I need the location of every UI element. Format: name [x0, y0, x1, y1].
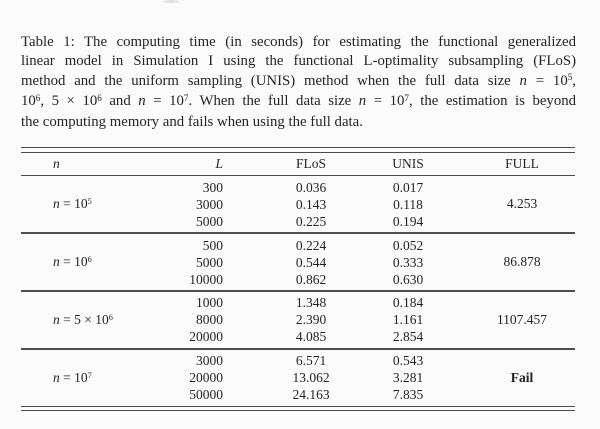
table-group	[21, 234, 575, 290]
cell-flos: 0.036	[295, 179, 327, 195]
table-row	[21, 237, 575, 254]
text-segment: Table 1: The computing time (in seconds) for estimating the functional generalized	[21, 34, 576, 50]
cell-flos: 0.143	[295, 196, 327, 212]
superscript: 6	[108, 312, 113, 322]
table-row	[21, 271, 575, 288]
cell-flos: 0.862	[295, 271, 327, 287]
header-cell-L	[151, 153, 223, 175]
caption-line	[21, 113, 576, 132]
cell-flos: 2.390	[295, 312, 327, 328]
table-row	[21, 294, 575, 311]
caption-line	[21, 33, 576, 52]
text-segment: = 10	[59, 254, 88, 270]
cell-L: 20000	[189, 329, 223, 345]
table-header-row	[21, 153, 575, 175]
cell-unis: 2.854	[392, 329, 424, 345]
cell-unis: 0.333	[392, 254, 424, 270]
superscript: 6	[35, 92, 41, 103]
superscript: 6	[87, 254, 92, 264]
cell-L: 50000	[189, 387, 223, 403]
cell-flos: 13.062	[292, 370, 330, 386]
cell-unis: 3.281	[392, 370, 424, 386]
cell-flos: 24.163	[292, 387, 330, 403]
cell-L: 500	[202, 237, 223, 253]
header-cell-UNIS	[348, 153, 468, 175]
text-segment: = 10	[366, 93, 405, 110]
cell-L: 5000	[196, 254, 223, 270]
text-segment: . When the full data size	[188, 93, 359, 110]
cell-unis: 0.630	[392, 271, 424, 287]
cell-L: 3000	[196, 196, 223, 212]
cell-unis: 0.052	[392, 237, 424, 253]
text-segment: = 10	[145, 93, 184, 110]
text-segment: linear model in Simulation I using the functional L-optimality subsampling (FLoS)	[21, 53, 576, 70]
text-segment: FULL	[505, 155, 539, 171]
cell-flos: 0.225	[295, 213, 327, 229]
superscript: 7	[87, 370, 92, 380]
table-row	[21, 179, 575, 196]
superscript: 5	[567, 72, 573, 83]
header-cell-n	[53, 153, 60, 175]
cell-L: 300	[202, 179, 223, 195]
cell-flos: 6.571	[295, 353, 327, 369]
text-segment: , 5 × 10	[40, 93, 98, 110]
text-segment: = 10	[59, 369, 88, 385]
cell-flos: 0.224	[295, 237, 327, 253]
table-group	[21, 176, 575, 232]
text-segment: = 10	[526, 72, 568, 89]
text-segment: and	[101, 93, 139, 110]
cell-full: 1107.457	[496, 311, 548, 327]
cell-L: 8000	[196, 312, 223, 328]
header-cell-FULL	[462, 153, 582, 175]
text-segment: FLoS	[295, 155, 326, 171]
cell-full: 86.878	[503, 254, 541, 270]
cell-unis: 0.118	[393, 196, 423, 212]
text-segment: n	[138, 93, 146, 110]
caption-line	[21, 72, 576, 92]
cell-full: Fail	[510, 369, 534, 385]
table-body	[21, 176, 575, 405]
superscript: 5	[87, 197, 92, 207]
cell-unis: 0.543	[392, 353, 424, 369]
text-segment: method and the uniform sampling (UNIS) method when the full data size	[21, 72, 520, 89]
table-caption	[21, 33, 576, 132]
superscript: 7	[404, 92, 409, 103]
text-segment: UNIS	[392, 155, 424, 171]
caption-line	[21, 92, 576, 112]
results-table	[21, 147, 575, 411]
table-group	[21, 350, 575, 406]
text-segment: ,	[572, 72, 576, 89]
page-artifact	[163, 0, 179, 3]
cell-unis: 0.184	[392, 295, 424, 311]
superscript: 6	[97, 92, 102, 103]
cell-unis: 0.017	[392, 179, 424, 195]
text-segment: 10	[21, 93, 36, 110]
table-row	[21, 352, 575, 369]
table-group	[21, 292, 575, 348]
cell-flos: 4.085	[295, 329, 327, 345]
text-segment: the computing memory and fails when using the full data.	[21, 113, 363, 130]
text-segment: , the estimation is beyond	[409, 93, 577, 110]
text-segment: n	[53, 155, 60, 171]
table-bottom-rule	[21, 406, 575, 412]
text-segment: n	[53, 254, 60, 270]
cell-L: 5000	[196, 213, 223, 229]
text-segment: n	[358, 93, 367, 110]
cell-L: 10000	[189, 271, 223, 287]
cell-L: 20000	[189, 370, 223, 386]
text-segment: = 5 × 10	[59, 311, 109, 327]
superscript: 7	[183, 92, 189, 103]
text-segment: n	[53, 196, 60, 212]
text-segment: n	[519, 72, 527, 89]
cell-L: 1000	[196, 295, 223, 311]
text-segment: L	[215, 155, 223, 171]
table-row	[21, 213, 575, 230]
text-segment: n	[53, 369, 60, 385]
cell-L: 3000	[196, 353, 223, 369]
table-row	[21, 386, 575, 403]
caption-line	[21, 52, 576, 71]
cell-unis: 0.194	[392, 213, 424, 229]
table-row	[21, 328, 575, 345]
cell-flos: 0.544	[295, 254, 327, 270]
cell-unis: 1.161	[392, 312, 424, 328]
cell-flos: 1.348	[295, 295, 327, 311]
text-segment: n	[53, 311, 60, 327]
text-segment: = 10	[59, 196, 88, 212]
cell-unis: 7.835	[392, 387, 424, 403]
cell-full: 4.253	[506, 196, 538, 212]
